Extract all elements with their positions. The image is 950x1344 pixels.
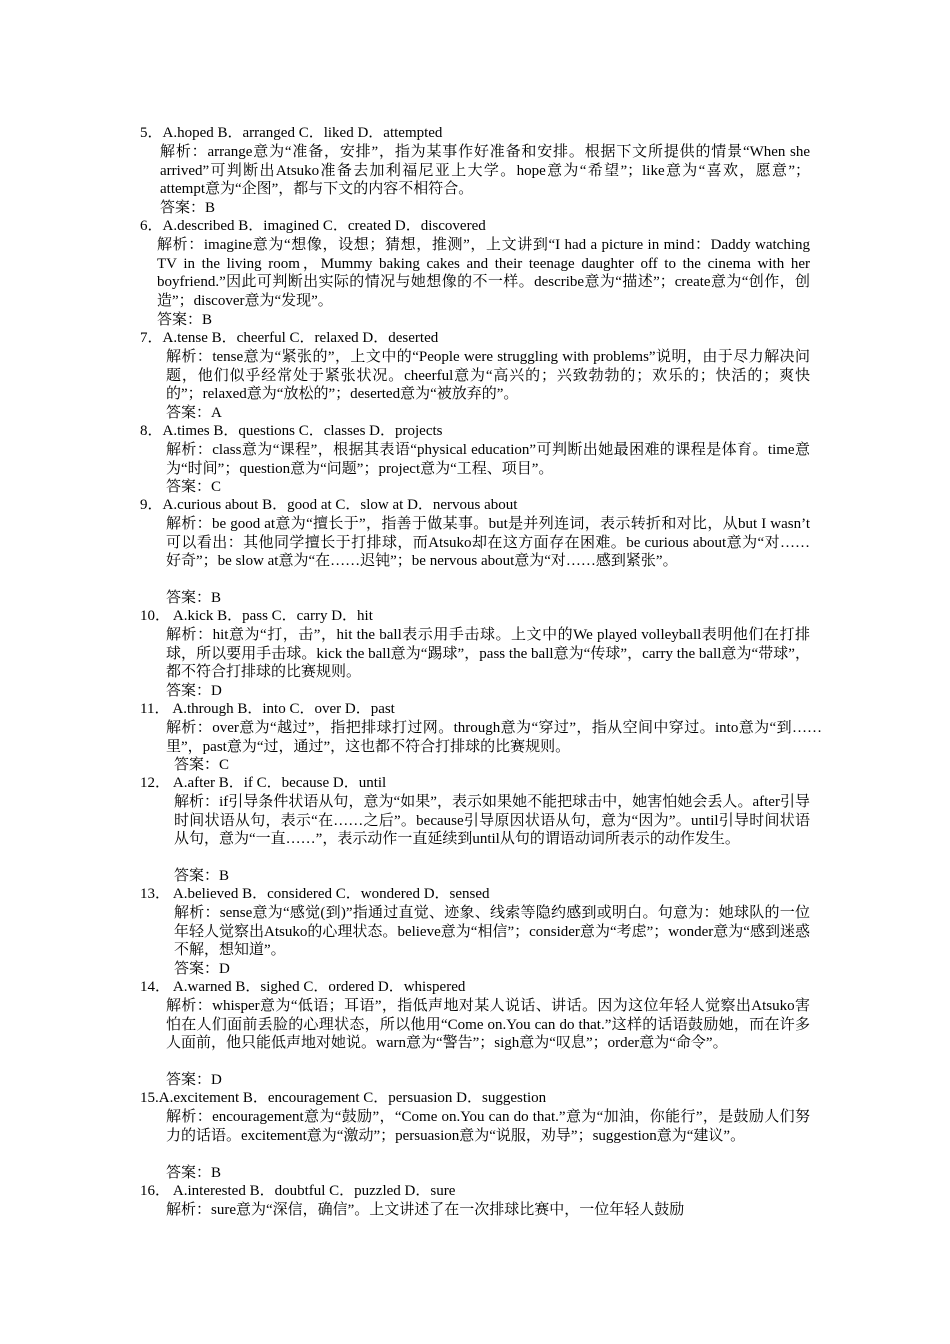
question-options: 16． A.interested B．doubtful C．puzzled D．sure [140, 1183, 456, 1199]
question-options: 7．A.tense B．cheerful C．relaxed D．deserted [140, 330, 439, 346]
question-explanation: 解析：encouragement意为“鼓励”，“Come on.You can do that.”意为“加油，你能行”，是鼓励人们努力的话语。excitement意为“激动”；persuasion意为“说服，劝导”；suggestion意为“建议”。 [166, 1109, 810, 1144]
question-answer: 答案：A [166, 405, 222, 421]
question-answer: 答案：C [174, 757, 230, 773]
question-answer: 答案：B [157, 312, 213, 328]
question-answer: 答案：D [166, 683, 222, 699]
question-options: 13． A.believed B．considered C．wondered D．sensed [140, 886, 490, 902]
question-explanation: 解析：sense意为“感觉(到)”指通过直觉、迹象、线索等隐约感到或明白。句意为：她球队的一位年轻人觉察出Atsuko的心理状态。believe意为“相信”；consider意为“考虑”；wonder意为“感到迷惑不解，想知道”。 [174, 905, 810, 959]
question-answer: 答案：D [174, 961, 230, 977]
question-options: 10． A.kick B．pass C．carry D．hit [140, 608, 373, 624]
question-explanation: 解析：tense意为“紧张的”，上文中的“People were struggling with problems”说明，由于尽力解决问题，他们似乎经常处于紧张状况。cheerful意为“高兴的；兴致勃勃的；欢乐的；快活的；爽快的”；relaxed意为“放松的”；deserted意为“被放弃的”。 [166, 349, 810, 403]
question-options: 8．A.times B．questions C．classes D．projects [140, 423, 443, 439]
question-explanation: 解析：hit意为“打，击”，hit the ball表示用手击球。上文中的We played volleyball表明他们在打排球，所以要用手击球。kick the ball意为“踢球”，pass the ball意为“传球”，carry the ball意为“带球”，都不符合打排球的比赛规则。 [166, 627, 810, 681]
question-options: 15.A.excitement B．encouragement C．persuasion D．suggestion [140, 1090, 547, 1106]
question-answer: 答案：B [166, 1165, 222, 1181]
question-explanation: 解析：over意为“越过”，指把排球打过网。through意为“穿过”，指从空间中穿过。into意为“到……里”，past意为“过，通过”，这也都不符合打排球的比赛规则。 [166, 720, 822, 755]
question-answer: 答案：B [160, 200, 216, 216]
question-explanation: 解析：sure意为“深信，确信”。上文讲述了在一次排球比赛中，一位年轻人鼓励 [166, 1202, 685, 1218]
question-options: 11． A.through B．into C．over D．past [140, 701, 395, 717]
question-explanation: 解析：imagine意为“想像，设想；猜想，推测”，上文讲到“I had a picture in mind：Daddy watching TV in the living room，Mummy baking cakes and their teenage daughter off to the cinema with her boyfriend.”因此可判断出实际的情况与她想像的不一样。describe意为“描述”；create意为“创作，创造”；discover意为“发现”。 [157, 237, 810, 309]
question-explanation: 解析：if引导条件状语从句，意为“如果”，表示如果她不能把球击中，她害怕她会丢人。after引导时间状语从句，表示“在……之后”。because引导原因状语从句，意为“因为”。until引导时间状语从句，意为“一直……”，表示动作一直延续到until从句的谓语动词所表示的动作发生。 [174, 794, 810, 848]
question-explanation: 解析：arrange意为“准备，安排”，指为某事作好准备和安排。根据下文所提供的情景“When she arrived”可判断出Atsuko准备去加利福尼亚上大学。hope意为“希望”；like意为“喜欢，愿意”；attempt意为“企图”，都与下文的内容不相符合。 [160, 144, 810, 198]
question-explanation: 解析：whisper意为“低语；耳语”，指低声地对某人说话、讲话。因为这位年轻人觉察出Atsuko害怕在人们面前丢脸的心理状态，所以他用“Come on.You can do that.”这样的话语鼓励她，而在许多人面前，他只能低声地对她说。warn意为“警告”；sigh意为“叹息”；order意为“命令”。 [166, 998, 810, 1052]
question-options: 5．A.hoped B．arranged C．liked D．attempted [140, 125, 443, 141]
question-answer: 答案：C [166, 479, 222, 495]
question-answer: 答案：D [166, 1072, 222, 1088]
question-options: 14． A.warned B．sighed C．ordered D．whispered [140, 979, 466, 995]
question-options: 12． A.after B．if C．because D．until [140, 775, 387, 791]
question-answer: 答案：B [166, 590, 222, 606]
question-explanation: 解析：class意为“课程”，根据其表语“physical education”可判断出她最困难的课程是体育。time意为“时间”；question意为“问题”；project意为“工程、项目”。 [166, 442, 810, 477]
question-answer: 答案：B [174, 868, 230, 884]
question-options: 9．A.curious about B．good at C．slow at D．nervous about [140, 497, 518, 513]
question-explanation: 解析：be good at意为“擅长于”，指善于做某事。but是并列连词，表示转折和对比，从but I wasn’t可以看出：其他同学擅长于打排球，而Atsuko却在这方面存在困难。be curious about意为“对……好奇”；be slow at意为“在……迟钝”；be nervous about意为“对……感到紧张”。 [166, 516, 810, 570]
question-options: 6．A.described B．imagined C．created D．discovered [140, 218, 486, 234]
